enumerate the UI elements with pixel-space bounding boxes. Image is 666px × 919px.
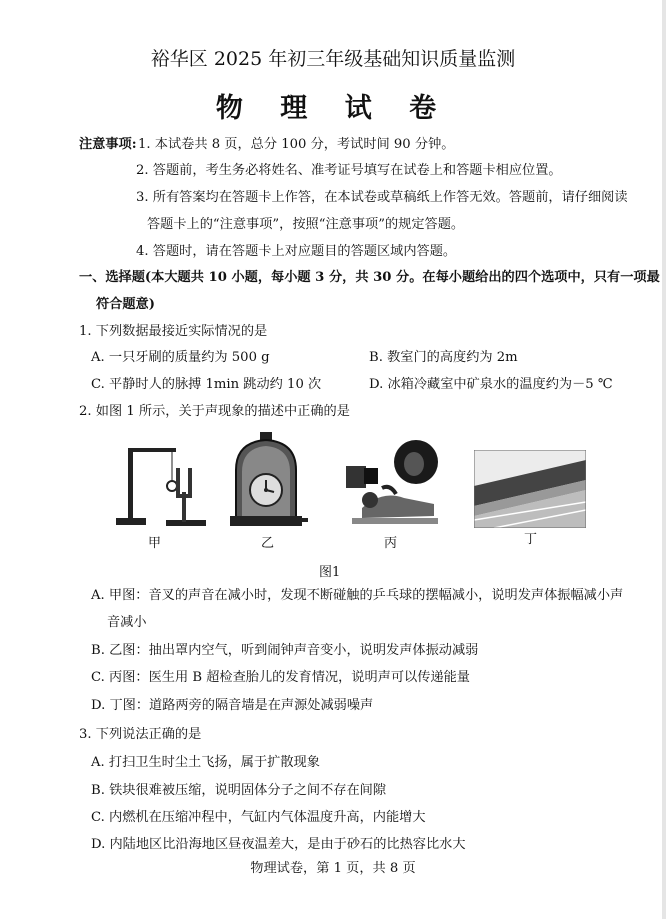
page-footer: 物理试卷，第 1 页，共 8 页 (250, 861, 416, 876)
q3-option-c: C. 内燃机在压缩冲程中，气缸内气体温度升高，内能增大 (91, 810, 426, 825)
figure-label-jia: 甲 (148, 536, 162, 551)
ultrasound-figure (342, 438, 442, 528)
q3-option-a: A. 打扫卫生时尘土飞扬，属于扩散现象 (91, 755, 320, 770)
q2-option-a-cont: 音减小 (107, 615, 147, 630)
noise-barrier-figure (474, 450, 586, 528)
q2-stem: 2. 如图 1 所示，关于声现象的描述中正确的是 (79, 404, 350, 419)
notice-item-3: 3. 所有答案均在答题卡上作答，在本试卷或草稿纸上作答无效。答题前，请仔细阅读 (136, 190, 628, 205)
page-edge (662, 0, 666, 919)
q3-stem: 3. 下列说法正确的是 (79, 727, 202, 742)
figure-label-ding: 丁 (524, 532, 538, 547)
section-heading: 一、选择题(本大题共 10 小题，每小题 3 分，共 30 分。在每小题给出的四个选项中，只有一项最 (79, 270, 660, 285)
bell-jar-figure (226, 430, 308, 530)
notice-item-1: 1. 本试卷共 8 页，总分 100 分，考试时间 90 分钟。 (138, 137, 455, 152)
q1-option-d: D. 冰箱冷藏室中矿泉水的温度约为－5 ℃ (369, 377, 613, 392)
subject-title: 物 理 试 卷 (215, 93, 451, 124)
figure-caption: 图1 (319, 565, 341, 580)
exam-title: 裕华区 2025 年初三年级基础知识质量监测 (150, 48, 516, 70)
q1-stem: 1. 下列数据最接近实际情况的是 (79, 324, 268, 339)
notice-item-4: 4. 答题时，请在答题卡上对应题目的答题区域内答题。 (136, 244, 457, 259)
q2-option-c: C. 丙图：医生用 B 超检查胎儿的发育情况，说明声可以传递能量 (91, 670, 470, 685)
q2-option-b: B. 乙图：抽出罩内空气，听到闹钟声音变小，说明发声体振动减弱 (91, 643, 479, 658)
tuning-fork-figure (108, 440, 208, 530)
figure-label-yi: 乙 (261, 536, 275, 551)
notice-item-2: 2. 答题前，考生务必将姓名、准考证号填写在试卷上和答题卡相应位置。 (136, 163, 562, 178)
q2-option-d: D. 丁图：道路两旁的隔音墙是在声源处减弱噪声 (91, 698, 374, 713)
q1-option-b: B. 教室门的高度约为 2m (369, 350, 518, 365)
q1-option-a: A. 一只牙刷的质量约为 500 g (91, 350, 270, 365)
notice-label: 注意事项: (79, 137, 137, 152)
notice-item-3-cont: 答题卡上的“注意事项”，按照“注意事项”的规定答题。 (147, 217, 465, 232)
q1-option-c: C. 平静时人的脉搏 1min 跳动约 10 次 (91, 377, 322, 392)
q3-option-d: D. 内陆地区比沿海地区昼夜温差大，是由于砂石的比热容比水大 (91, 837, 466, 852)
q3-option-b: B. 铁块很难被压缩，说明固体分子之间不存在间隙 (91, 783, 387, 798)
figure-label-bing: 丙 (384, 536, 398, 551)
section-heading-cont: 符合题意) (96, 297, 155, 312)
q2-option-a: A. 甲图：音叉的声音在减小时，发现不断碰触的乒乓球的摆幅减小，说明发声体振幅减小声 (91, 588, 624, 603)
